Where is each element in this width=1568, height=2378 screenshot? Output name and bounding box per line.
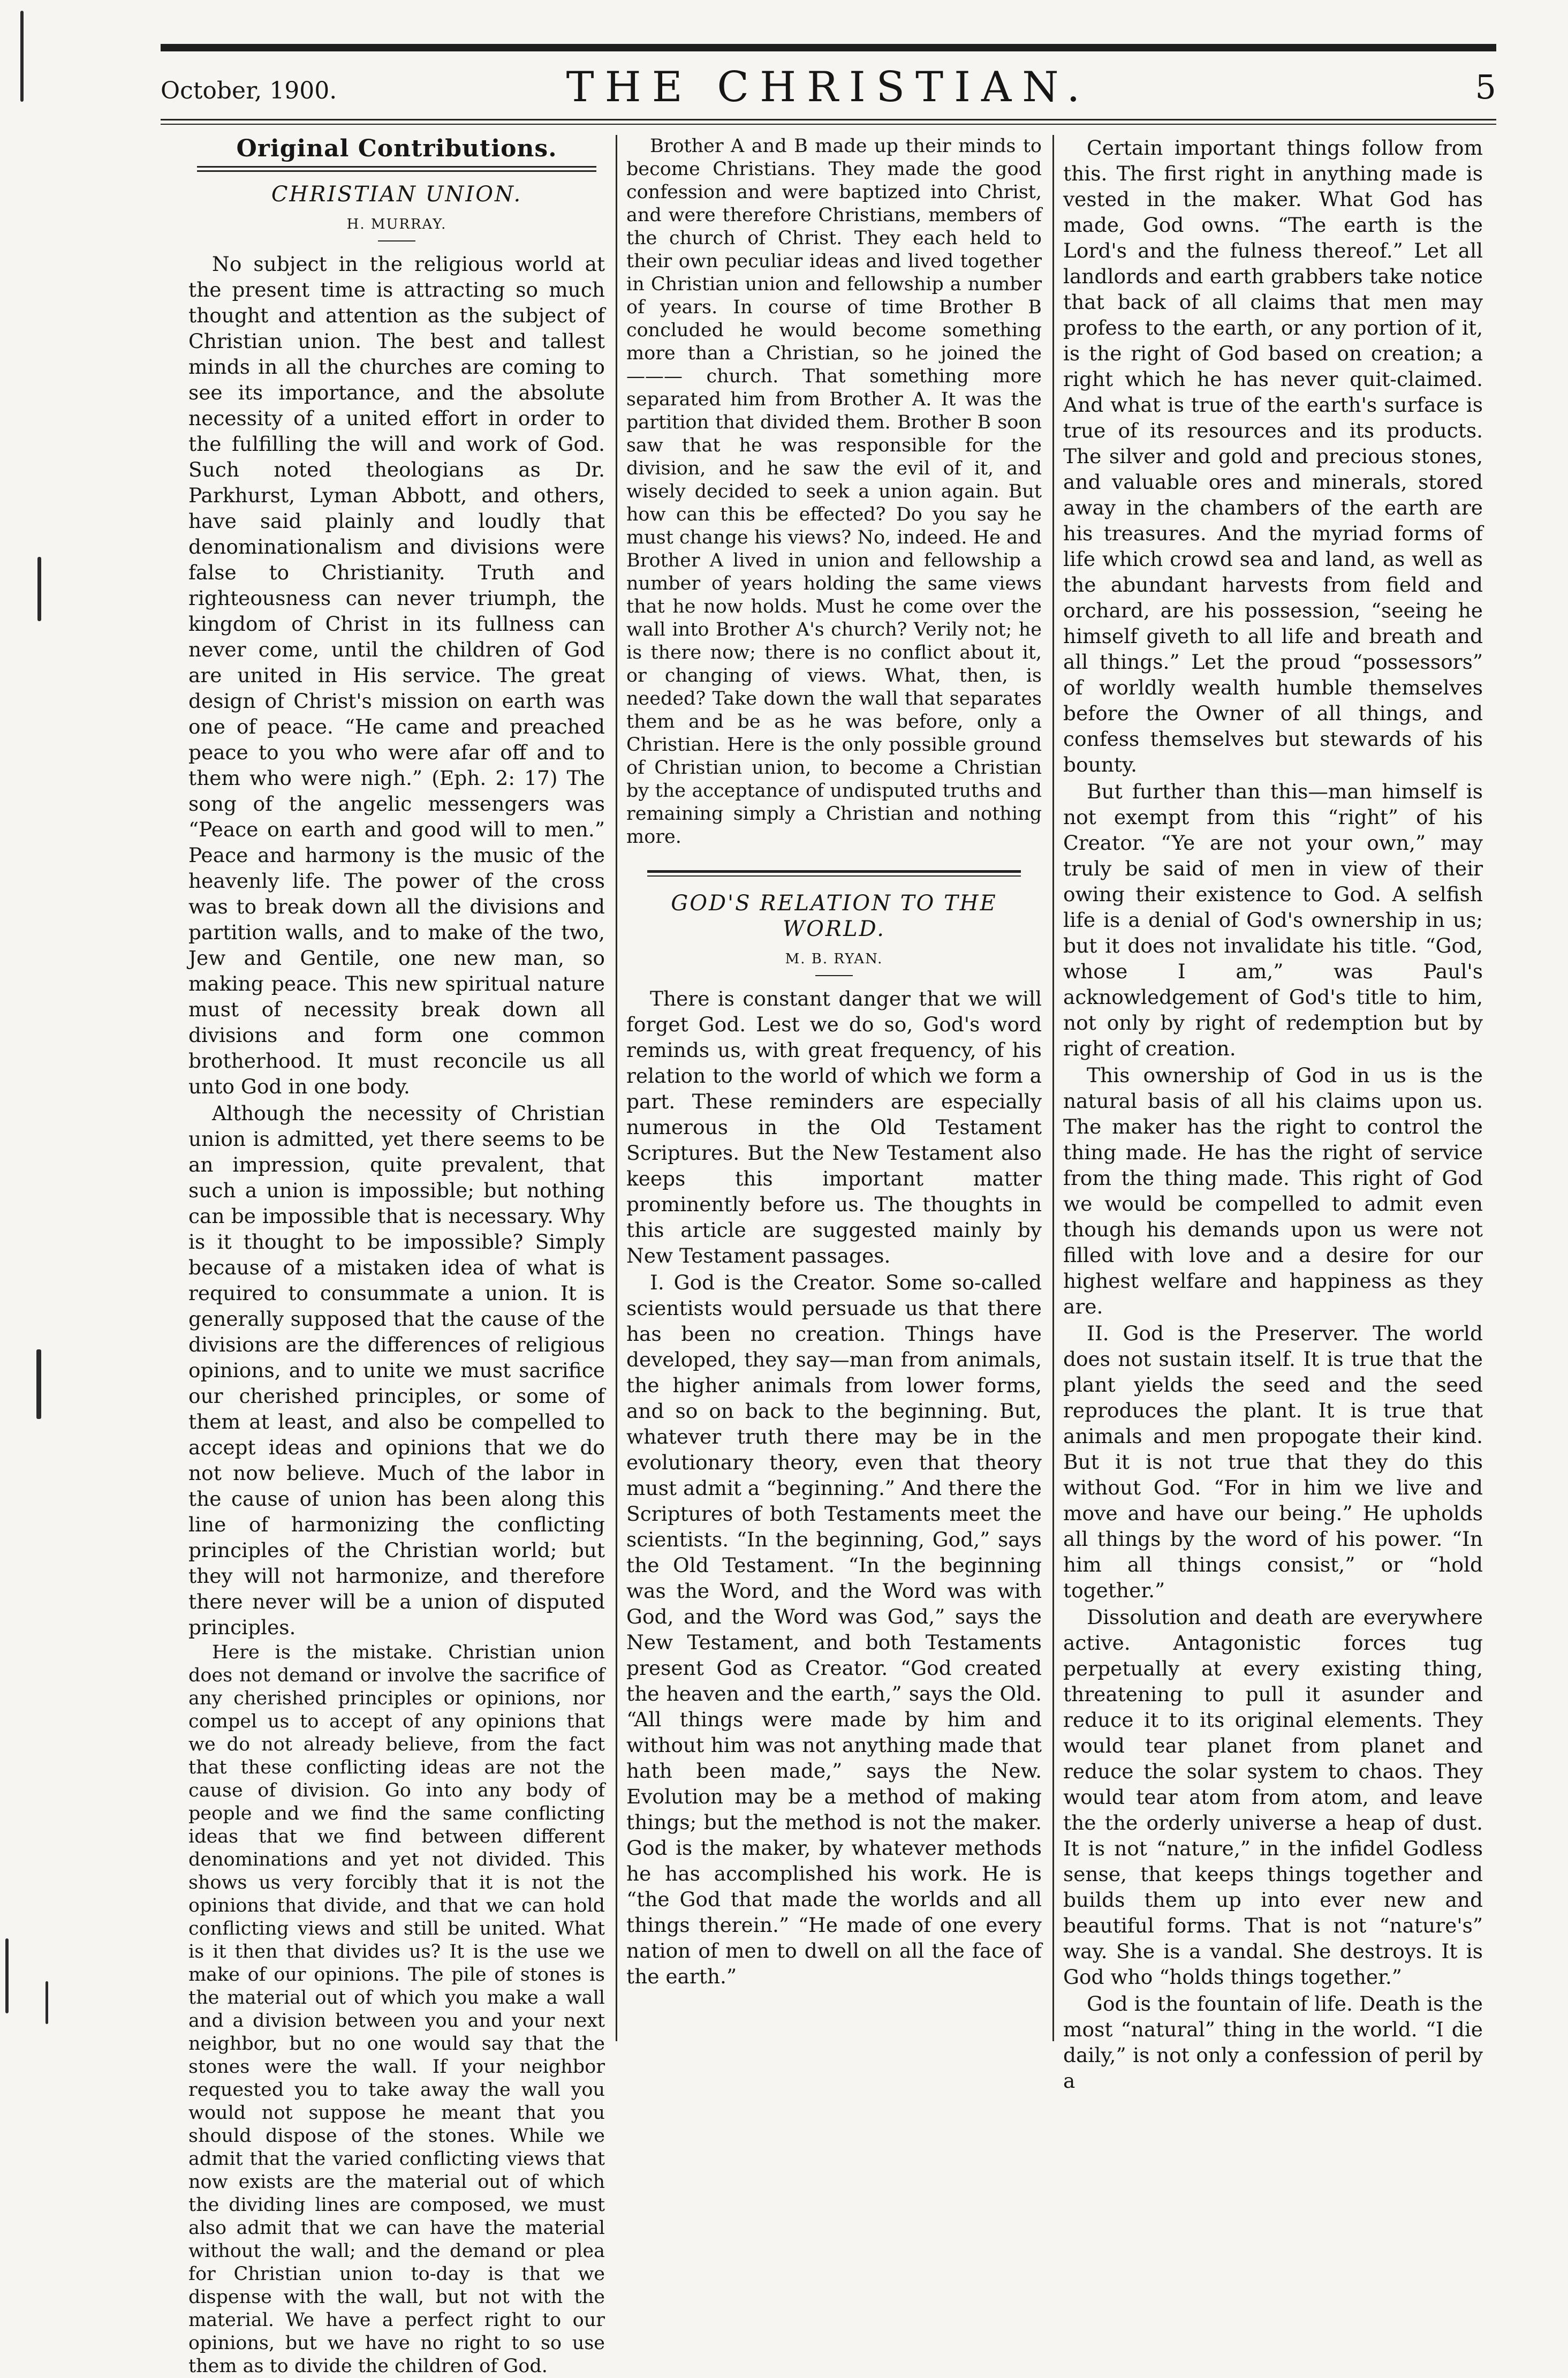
page-number: 5 <box>1475 67 1496 107</box>
paragraph: Brother A and B made up their minds to become Christians. They made the good confession and were baptized into Christ, and were therefore Christians, members of the church of Christ. They each held to their own peculiar ideas and lived together in Christian union and fellowship a number of years. In course of time Brother B concluded he would become something more than a Christian, so he joined the ——— church. That something more separated him from Brother A. It was the partition that divided them. Brother B soon saw that he was responsible for the division, and he saw the evil of it, and wisely decided to seek a union again. But how can this be effected? Do you say he must change his views? No, indeed. He and Brother A lived in union and fellowship a number of years holding the same views that he now holds. Must he come over the wall into Brother A's church? Verily not; he is there now; there is no conflict about it, or changing of views. What, then, is needed? Take down the wall that separates them and be as he was before, only a Christian. Here is the only possible ground of Christian union, to become a Christian by the acceptance of undisputed truths and remaining simply a Christian and nothing more. <box>626 135 1042 848</box>
section-rule <box>197 166 597 172</box>
scan-mark <box>37 557 41 621</box>
article-title: GOD'S RELATION TO THE WORLD. <box>671 891 997 941</box>
section-heading: Original Contributions. <box>236 135 557 162</box>
paragraph: II. God is the Preserver. The world does not sustain itself. It is true that the plant yields the seed and the seed reproduces the plant. It is true that animals and men propogate their kind. But it is not true that they do this without God. “For in him we live and move and have our being.” He upholds all things by the word of his power. “In him all things consist,” or “hold together.” <box>1063 1322 1483 1602</box>
newspaper-title: THE CHRISTIAN. <box>566 63 1091 111</box>
paragraph: This ownership of God in us is the natural basis of all his claims upon us. The maker has the right to control the thing made. He has the right of service from the thing made. This right of God we would be compelled to admit even though his demands upon us were not filled with love and a desire for our highest welfare and happiness as they are. <box>1063 1063 1483 1318</box>
column-2 <box>626 135 1042 2041</box>
paragraph: No subject in the religious world at the present time is attracting so much thought and attention as the subject of Christian union. The best and tallest minds in all the churches are coming to see its importance, and the absolute necessity of a united effort in order to the fulfilling the will and work of God. Such noted theologians as Dr. Parkhurst, Lyman Abbott, and others, have said plainly and loudly that denominationalism and divisions were false to Christianity. Truth and righteousness can never triumph, the kingdom of Christ in its fullness can never come, until the children of God are united in His service. The great design of Christ's mission on earth was one of peace. “He came and preached peace to you who were afar off and to them who were nigh.” (Eph. 2: 17) The song of the angelic messengers was “Peace on earth and good will to men.” Peace and harmony is the music of the heavenly life. The power of the cross was to break down all the divisions and partition walls, and to make of the two, Jew and Gentile, one new man, so making peace. This new spiritual nature must of necessity break down all divisions and form one common brotherhood. It must reconcile us all unto God in one body. <box>188 252 605 1098</box>
article-title: CHRISTIAN UNION. <box>271 182 522 207</box>
paragraph: But further than this—man himself is not exempt from this “right” of his Creator. “Ye are not your own,” may truly be said of men in view of their owing their existence to God. A selfish life is a denial of God's ownership in us; but it does not invalidate his title. “God, whose I am,” was Paul's acknowledgement of God's title to him, not only by right of redemption but by right of creation. <box>1063 780 1483 1060</box>
scan-mark <box>36 1349 41 1419</box>
column-1 <box>188 135 605 2377</box>
paragraph: Although the necessity of Christian union is admitted, yet there seems to be an impression, quite prevalent, that such a union is impossible; but nothing can be impossible that is necessary. Why is it thought to be impossible? Simply because of a mistaken idea of what is required to consummate a union. It is generally supposed that the cause of the divisions are the differences of religious opinions, and to unite we must sacrifice our cherished principles, or some of them at least, and also be compelled to accept ideas and opinions that we do not now believe. Much of the labor in the cause of union has been along this line of harmonizing the conflicting principles of the Christian world; but they will not harmonize, and therefore there never will be a union of disputed principles. <box>188 1101 605 1639</box>
column-rule-1 <box>616 135 617 2041</box>
scan-mark <box>46 1981 48 2024</box>
issue-date: October, 1900. <box>161 77 337 104</box>
paragraph: Certain important things follow from this. The first right in anything made is vested in the maker. What God has made, God owns. “The earth is the Lord's and the fulness thereof.” Let all landlords and earth grabbers take notice that back of all claims that men may profess to the earth, or any portion of it, is the right of God based on creation; a right which he has never quit-claimed. And what is true of the earth's surface is true of its resources and its products. The silver and gold and precious stones, and valuable ores and minerals, stored away in the chambers of the earth are his treasures. And the myriad forms of life which crowd sea and land, as well as the abundant harvests from field and orchard, are his possession, “seeing he himself giveth to all life and breath and all things.” Let the proud “possessors” of worldly wealth humble themselves before the Owner of all things, and confess themselves but stewards of his bounty. <box>1063 136 1483 776</box>
paragraph: Here is the mistake. Christian union does not demand or involve the sacrifice of any cherished principles or opinions, nor compel us to accept of any opinions that we do not already believe, from the fact that these conflicting ideas are not the cause of division. Go into any body of people and we find the same conflicting ideas that we find between different denominations and yet not divided. This shows us very forcibly that it is not the opinions that divide, and that we can hold conflicting views and still be united. What is it then that divides us? It is the use we make of our opinions. The pile of stones is the material out of which you make a wall and a division between you and your next neighbor, but no one would say that the stones were the wall. If your neighbor requested you to take away the wall you would not suppose he meant that you should dispose of the stones. While we admit that the varied conflicting views that now exists are the material out of which the dividing lines are composed, we must also admit that we can have the material without the wall; and the demand or plea for Christian union to-day is that we dispense with the wall, but not with the material. We have a perfect right to our opinions, but we have no right to so use them as to divide the children of God. <box>188 1642 605 2377</box>
byline-dash <box>815 975 853 976</box>
top-rule <box>161 44 1496 51</box>
scan-mark <box>20 11 24 102</box>
paragraph: Dissolution and death are everywhere active. Antagonistic forces tug perpetually at every existing thing, threatening to pull it asunder and reduce it to its original elements. They would tear planet from planet and reduce the solar system to chaos. They would tear atom from atom, and leave the the orderly universe a heap of dust. It is not “nature,” in the infidel Godless sense, that keeps things together and builds them up into ever new and beautiful forms. That is not “nature's” way. She is a vandal. She destroys. It is God who “holds things together.” <box>1063 1605 1483 1989</box>
byline-dash <box>378 240 415 241</box>
masthead <box>161 63 1496 117</box>
scan-mark <box>5 1938 9 2013</box>
masthead-rule <box>161 119 1496 125</box>
paragraph: God is the fountain of life. Death is the most “natural” thing in the world. “I die daily,” is not only a confession of peril by a <box>1063 1992 1483 2093</box>
article-author: H. MURRAY. <box>346 216 447 232</box>
paragraph: There is constant danger that we will forget God. Lest we do so, God's word reminds us, with great frequency, of his relation to the world of which we form a part. These reminders are especially numerous in the Old Testament Scriptures. But the New Testament also keeps this important matter prominently before us. The thoughts in this article are suggested mainly by New Testament passages. <box>626 987 1042 1267</box>
column-rule-2 <box>1052 135 1054 2041</box>
article-author: M. B. RYAN. <box>785 951 883 967</box>
column-3 <box>1063 135 1483 2093</box>
paragraph: I. God is the Creator. Some so-called scientists would persuade us that there has been no creation. Things have developed, they say—man from animals, the higher animals from lower forms, and so on back to the beginning. But, whatever truth there may be in the evolutionary theory, even that theory must admit a “beginning.” And there the Scriptures of both Testaments meet the scientists. “In the beginning, God,” says the Old Testament. “In the beginning was the Word, and the Word was with God, and the Word was God,” says the New Testament, and both Testaments present God as Creator. “God created the heaven and the earth,” says the Old. “All things were made by him and without him was not anything made that hath been made,” says the New. Evolution may be a method of making things; but the method is not the maker. God is the maker, by whatever methods he has accomplished his work. He is “the God that made the worlds and all things therein.” “He made of one every nation of men to dwell on all the face of the earth.” <box>626 1271 1042 1988</box>
article-separator <box>647 870 1021 877</box>
